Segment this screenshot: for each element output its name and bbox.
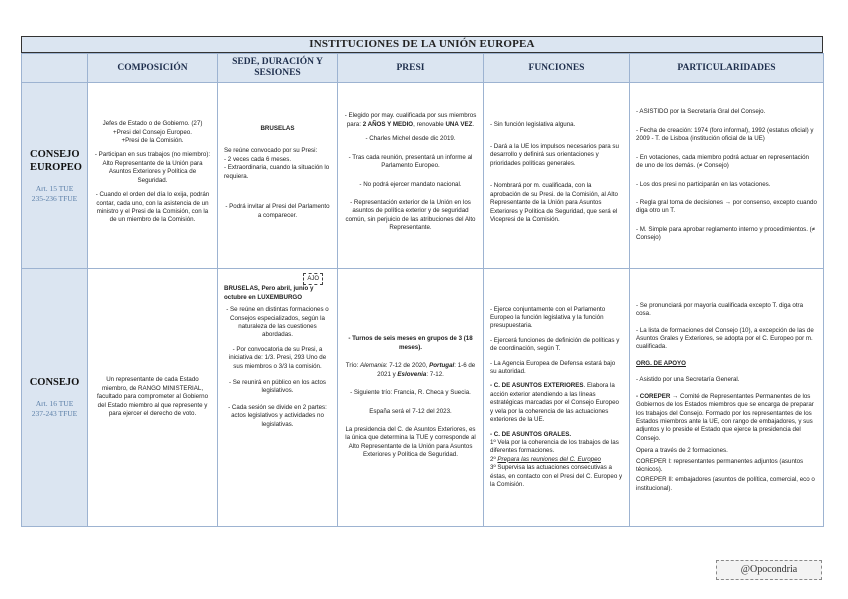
c-sede-line: - Cada sesión se divide en 2 partes: actos legislativos y actividades no legislativas. bbox=[228, 403, 327, 428]
ce-part-line: - Los dos presi no participarán en las votaciones. bbox=[636, 180, 771, 188]
ce-fun-line: - Dará a la UE los impulsos necesarios para su desarrollo y definirá sus orientaciones y prioridades políticas generales. bbox=[490, 143, 619, 167]
ce-comp-line: Jefes de Estado o de Gobierno. (27) bbox=[102, 120, 203, 128]
text-bold: - C. DE ASUNTOS EXTERIORES bbox=[490, 382, 584, 390]
ce-comp-line: +Presi de la Comisión. bbox=[121, 137, 184, 145]
c-fun-c2-label: - C. DE ASUNTOS GRALES. bbox=[490, 430, 572, 438]
text: . bbox=[472, 120, 475, 128]
ce-part-line: - En votaciones, cada miembro podrá actuar en representación de uno de los demás. (≠ Consejo) bbox=[636, 153, 810, 170]
ce-sede-line: Se reúne convocado por su Presi: bbox=[224, 147, 318, 155]
c-presi-line: España será el 7-12 del 2023. bbox=[369, 407, 452, 415]
header-presi: PRESI bbox=[338, 54, 484, 83]
c-coreper2: COREPER II: embajadores (asuntos de política, comercial, eco o institucional). bbox=[636, 476, 815, 492]
ce-fun-line: - Sin función legislativa alguna. bbox=[490, 120, 576, 128]
watermark-badge: @Opocondria bbox=[716, 560, 822, 580]
header-particularidades: PARTICULARIDADES bbox=[630, 54, 824, 83]
c-fun-line: - Ejercerá funciones de definición de políticas y de coordinación, según T. bbox=[490, 336, 620, 353]
ce-presi-line: - Representación exterior de la Unión en los asuntos de política exterior y de seguridad común, sin perjuicio de las atribuciones del Alto Representante. bbox=[345, 198, 476, 232]
institution-articles: Art. 15 TUE 235-236 TFUE bbox=[31, 183, 78, 203]
text: 2º bbox=[490, 455, 498, 463]
ajo-stamp: AJO bbox=[303, 273, 323, 285]
ce-sede-line: - Extraordinaria, cuando la situación lo requiera. bbox=[224, 164, 330, 180]
ce-particularidades bbox=[630, 83, 824, 269]
c-org-label: ORG. DE APOYO bbox=[636, 359, 686, 367]
c-fun-c2-b bbox=[490, 456, 623, 464]
text: Trío: bbox=[345, 362, 360, 370]
row-head-consejo bbox=[22, 269, 88, 527]
row-consejo-europeo bbox=[22, 83, 824, 269]
ce-sede-line: - 2 veces cada 6 meses. bbox=[224, 155, 292, 163]
c-org-line: - Asistido por una Secretaría General. bbox=[636, 376, 740, 384]
ce-comp-line: - Cuando el orden del día lo exija, podrán contar, cada uno, con la asistencia de un ministro y el Presi de la Comisión, con la de un miembro de la Comisión. bbox=[95, 191, 210, 224]
header-sede: SEDE, DURACIÓN Y SESIONES bbox=[218, 54, 338, 83]
c-sede-line: - Se reúne en distintas formaciones o Consejos especializados, según la naturaleza de las cuestiones abordadas. bbox=[226, 306, 329, 339]
c-sede-line: BRUSELAS, Pero abril, junio y octubre en LUXEMBURGO bbox=[224, 285, 314, 301]
header-row bbox=[22, 54, 824, 83]
institutions-table bbox=[21, 53, 824, 527]
text: : 7-12 de 2020, bbox=[385, 362, 430, 370]
ce-sede bbox=[218, 83, 338, 269]
c-presi bbox=[338, 269, 484, 527]
header-funciones: FUNCIONES bbox=[484, 54, 630, 83]
c-coreper1: COREPER I: representantes permanentes adjuntos (asuntos técnicos). bbox=[636, 457, 804, 473]
ce-presi bbox=[338, 83, 484, 269]
ce-comp-line: +Presi del Consejo Europeo. bbox=[113, 128, 192, 136]
c-sede-line: - Por convocatoria de su Presi, a iniciativa de: 1/3. Presi, 293 Uno de sus miembros o 3/3 la comisión. bbox=[228, 345, 327, 370]
ce-composicion bbox=[88, 83, 218, 269]
ce-part-line: - ASISTIDO por la Secretaría Gral del Consejo. bbox=[636, 108, 766, 116]
text-bold: - COREPER bbox=[636, 392, 671, 400]
institution-name: CONSEJO EUROPEO bbox=[30, 148, 82, 173]
c-part-line: - La lista de formaciones del Consejo (10), a excepción de las de Asuntos Grales y Exteriores, se adopta por el C. Europeo por m. cualificada. bbox=[636, 326, 814, 351]
ce-part-line: - M. Simple para aprobar reglamento interno y procedimientos. (≠ Consejo) bbox=[636, 225, 816, 242]
institutions-table-frame bbox=[21, 36, 823, 526]
text-bold: 2 AÑOS Y MEDIO bbox=[362, 120, 414, 128]
c-opera: Opera a través de 2 formaciones. bbox=[636, 447, 728, 455]
ce-part-line: - Fecha de creación: 1974 (foro informal), 1992 (estatus oficial) y 2009 - T. de Lisboa (institución oficial de la UE) bbox=[636, 126, 814, 143]
text-italic: Eslovenia bbox=[397, 370, 427, 378]
ce-presi-line: - No podrá ejercer mandato nacional. bbox=[359, 180, 462, 188]
c-composicion bbox=[88, 269, 218, 527]
text: - Elegido por may. cualificada por sus miembros para: bbox=[344, 112, 477, 128]
c-fun-line: - Ejerce conjuntamente con el Parlamento Europeo la función legislativa y la función presupuestaria. bbox=[490, 305, 606, 330]
c-sede-line: - Se reunirá en público en los actos legislativos. bbox=[229, 379, 326, 395]
text: → Comité de Representantes Permanentes de los Gobiernos de los Estados miembros que se encarga de preparar los trabajos del Consejo. Formado por los representantes de los Estados miembros ante la UE, con rango de embajadores, y sus adjuntos y lo preside el Estado que ejerce la presidencia del Consejo. bbox=[636, 392, 814, 442]
text: : 7-12. bbox=[426, 370, 444, 378]
c-part-line: - Se pronunciará por mayoría cualificada excepto T. diga otra cosa. bbox=[636, 301, 804, 318]
ce-presi-line: - Charles Michel desde dic 2019. bbox=[365, 135, 456, 143]
ce-funciones bbox=[484, 83, 630, 269]
c-fun-c2-c: 3º Supervisa las actuaciones consecutivas a éstas, en contacto con el Presi del C. Europeo y la Comisión. bbox=[490, 464, 623, 488]
c-fun-line: - La Agencia Europea de Defensa estará bajo su autoridad. bbox=[490, 359, 616, 376]
row-consejo bbox=[22, 269, 824, 527]
page-title: INSTITUCIONES DE LA UNIÓN EUROPEA bbox=[21, 36, 823, 53]
c-presi-line: La presidencia del C. de Asuntos Exteriores, es la única que determina la TUE y corresponde al Alto Representante de la Unión para Asuntos Exteriores y Política de Seguridad. bbox=[345, 425, 476, 459]
text-underline: Prepara las reuniones del C. Europeo bbox=[497, 455, 601, 463]
ce-presi-line: - Tras cada reunión, presentará un informe al Parlamento Europeo. bbox=[348, 153, 473, 170]
header-composicion: COMPOSICIÓN bbox=[88, 54, 218, 83]
text-bold: UNA VEZ bbox=[445, 120, 473, 128]
corner-cell bbox=[22, 54, 88, 83]
c-sede bbox=[218, 269, 338, 527]
c-presi-trio bbox=[344, 362, 477, 379]
ce-sede-title: BRUSELAS bbox=[260, 125, 295, 133]
text: : 1-6 de 2021 y bbox=[377, 362, 476, 378]
ce-presi-line bbox=[344, 112, 477, 129]
c-presi-line: - Turnos de seis meses en grupos de 3 (18 meses). bbox=[348, 335, 473, 351]
c-fun-c2-a: 1º Vela por la coherencia de los trabajos de las diferentes formaciones. bbox=[490, 438, 619, 455]
ce-sede-line: - Podrá invitar al Presi del Parlamento a comparecer. bbox=[225, 203, 330, 219]
text-italic: Portugal bbox=[429, 362, 455, 370]
c-particularidades bbox=[630, 269, 824, 527]
ce-comp-line: - Participan en sus trabajos (no miembro): Alto Representante de la Unión para Asuntos Exteriores y Política de Seguridad. bbox=[94, 151, 211, 184]
c-funciones bbox=[484, 269, 630, 527]
c-fun-c1 bbox=[490, 382, 623, 424]
text: . Elabora la acción exterior atendiendo a las líneas estratégicas marcadas por el Consejo Europeo y vela por la coherencia de las actuaciones exteriores de la UE. bbox=[490, 382, 619, 424]
text-italic: Alemania bbox=[359, 362, 386, 370]
institution-name: CONSEJO bbox=[29, 377, 80, 388]
ce-fun-line: - Nombrará por m. cualificada, con la aprobación de su Presi. de la Comisión, al Alto Representante de la Unión para Asuntos Exteriores y Política de Seguridad, que será el Vicepresi de la Comisión. bbox=[490, 182, 618, 223]
c-comp-text: Un representante de cada Estado miembro, de RANGO MINISTERIAL, facultado para comprometer al Gobierno del Estado miembro al que represente y para ejercer el derecho de voto. bbox=[96, 376, 209, 418]
c-presi-line: - Siguiente trío: Francia, R. Checa y Suecia. bbox=[350, 389, 471, 397]
ce-part-line: - Regla gral toma de decisiones → por consenso, excepto cuando diga otro un T. bbox=[636, 198, 817, 215]
c-coreper bbox=[636, 393, 817, 443]
institution-articles: Art. 16 TUE 237-243 TFUE bbox=[31, 399, 78, 418]
row-head-consejo-europeo bbox=[22, 83, 88, 269]
text: , renovable bbox=[413, 120, 446, 128]
